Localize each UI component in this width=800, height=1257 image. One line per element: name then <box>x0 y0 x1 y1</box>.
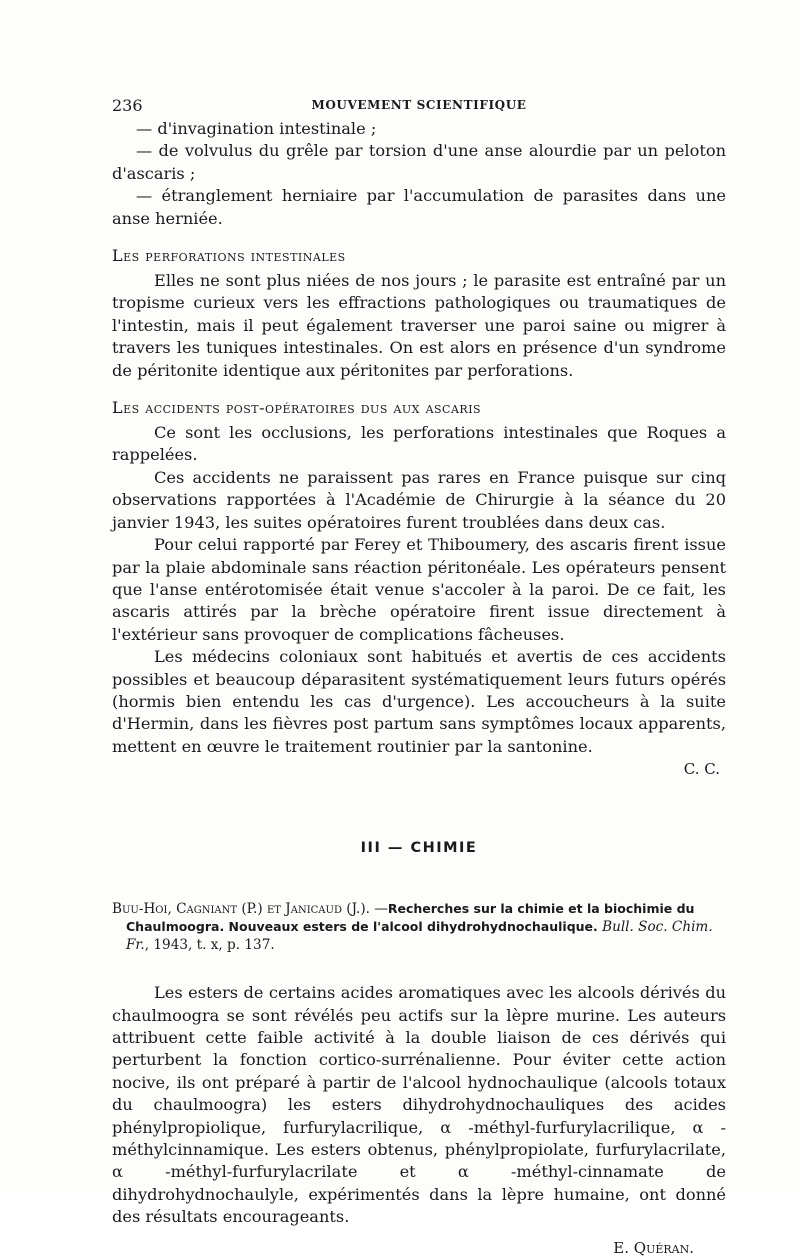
final-signature <box>112 1239 694 1257</box>
section-heading-accidents: Les accidents post-opératoires dus aux ascaris <box>112 398 482 418</box>
intro-item: — d'invagination intestinale ; <box>136 119 377 138</box>
biblio-separator: — <box>369 901 388 918</box>
paragraph: Elles ne sont plus niées de nos jours ; le parasite est entraîné par un tropisme curieux vers les effractions pathologiques ou traumatiques de l'intestin, mais il peut également traverser une paroi saine ou migrer à travers les tuniques intestinales. On est alors en présence d'un syndrome de péritonite identique aux péritonites par perforations. <box>112 271 726 380</box>
running-title: MOUVEMENT SCIENTIFIQUE <box>311 98 527 112</box>
paragraph: Ce sont les occlusions, les perforations intestinales que Roques a rappelées. <box>112 423 726 465</box>
paragraph: Les esters de certains acides aromatiques avec les alcools dérivés du chaulmoogra se sont révélés peu actifs sur la lèpre murine. Les auteurs attribuent cette faible activité à la double liaison de ces dérivés qui perturbent la fonction cortico-surrénalienne. Pour éviter cette action nocive, ils ont préparé à partir de l'alcool hydnochaulique (alcools totaux du chaulmoogra) les esters dihydrohydnochauliques des acides phénylpropiolique, furfurylacrilique, α -méthyl-furfurylacrilique, α -méthylcinnamique. Les esters obtenus, phénylpropiolate, furfurylacrilate, α -méthyl-furfurylacrilate et α -méthyl-cinnamate de dihydrohydnochaulyle, expérimentés dans la lèpre humaine, ont donné des résultats encourageants. <box>112 983 726 1227</box>
running-header <box>112 96 726 118</box>
paragraph: Les médecins coloniaux sont habitués et avertis de ces accidents possibles et beaucoup déparasitent systématiquement leurs futurs opérés (hormis bien entendu les cas d'urgence). Les accoucheurs à la suite d'Hermin, dans les fièvres post partum sans symptômes locaux apparents, mettent en œuvre le traitement routinier par la santonine. <box>112 647 726 756</box>
page-number: 236 <box>112 96 143 115</box>
signature-name: Quéran. <box>633 1238 694 1257</box>
paragraph: Ces accidents ne paraissent pas rares en France puisque sur cinq observations rapportées à l'Académie de Chirurgie à la séance du 20 janvier 1943, les suites opératoires furent troublées dans deux cas. <box>112 467 726 532</box>
biblio-authors: Buu-Hoi, Cagniant (P.) et Janicaud (J.). <box>112 901 370 918</box>
intro-item: — étranglement herniaire par l'accumulation de parasites dans une anse herniée. <box>112 186 726 228</box>
paragraph: Pour celui rapporté par Ferey et Thiboumery, des ascaris firent issue par la plaie abdominale sans réaction péritonéale. Les opérateurs pensent que l'anse entérotomisée était venue s'accoler à la paroi. De ce fait, les ascaris attirés par la brèche opératoire firent issue directement à l'extérieur sans provoquer de complications fâcheuses. <box>112 535 726 644</box>
biblio-title: Recherches sur la chimie et la biochimie du Chaulmoogra. Nouveaux esters de l'alcool dihydrohydnochaulique. <box>126 901 695 935</box>
intro-item: — de volvulus du grêle par torsion d'une anse alourdie par un peloton d'ascaris ; <box>112 141 726 183</box>
bibliographic-reference <box>112 900 726 954</box>
biblio-details: , 1943, t. x, p. 137. <box>144 937 275 954</box>
biblio-journal: Bull. Soc. Chim. Fr. <box>126 919 713 954</box>
chapter-title: III — CHIMIE <box>360 840 478 857</box>
signature: C. C. <box>683 760 720 779</box>
signature-initial: E. <box>613 1238 629 1257</box>
section-heading-perforations: Les perforations intestinales <box>112 246 346 266</box>
page-content <box>112 96 726 1257</box>
